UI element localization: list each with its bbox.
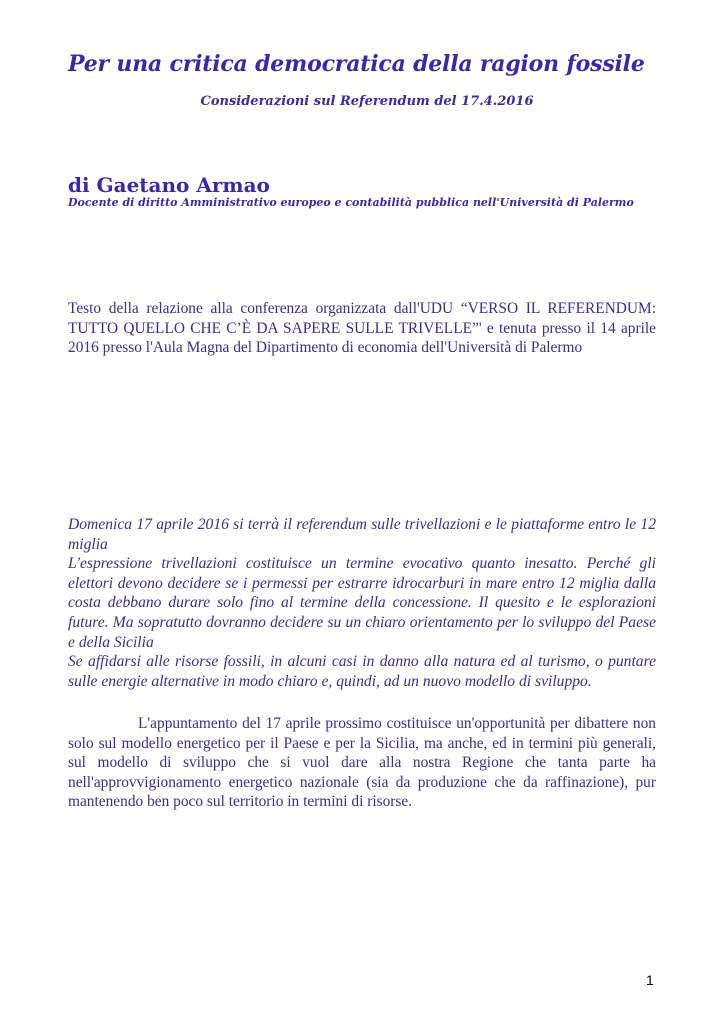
author-name: di Gaetano Armao [68,173,270,197]
abstract-line: Domenica 17 aprile 2016 si terrà il referendum sulle trivellazioni e le piattaforme entro le 12 miglia [68,516,656,553]
body-paragraph: L'appuntamento del 17 aprile prossimo costituisce un'opportunità per dibattere non solo sul modello energetico per il Paese e per la Sicilia, ma anche, ed in termini più generali, sul modello di sviluppo che si vuol dare alla nostra Regione che tanta parte ha nell'approvvigionamento energetico nazionale (sia da produzione che da raffinazione), pur mantenendo ben poco sul territorio in termini di risorse. [68,715,656,810]
abstract-section [68,515,656,691]
document-title: Per una critica democratica della ragion fossile [68,51,645,77]
page-number: 1 [646,972,654,988]
abstract-line: L'espressione trivellazioni costituisce un termine evocativo quanto inesatto. Perché gli elettori devono decidere se i permessi per estrarre idrocarburi in mare entro 12 miglia dalla costa debbano durare solo fino al termine della concessione. Il quesito e le esplorazioni future. Ma sopratutto dovranno decidere su un chiaro orientamento per lo sviluppo del Paese e della Sicilia [68,555,656,651]
abstract-line: Se affidarsi alle risorse fossili, in alcuni casi in danno alla natura ed al turismo, o puntare sulle energie alternative in modo chiaro e, quindi, ad un nuovo modello di sviluppo. [68,653,656,690]
author-affiliation: Docente di diritto Amministrativo europeo e contabilità pubblica nell'Università di Palermo [68,196,634,209]
document-subtitle: Considerazioni sul Referendum del 17.4.2016 [200,94,534,109]
intro-paragraph: Testo della relazione alla conferenza organizzata dall'UDU “VERSO IL REFERENDUM: TUTTO QUELLO CHE C’È DA SAPERE SULLE TRIVELLE”' e tenuta presso il 14 aprile 2016 presso l'Aula Magna del Dipartimento di economia dell'Università di Palermo [68,300,656,356]
